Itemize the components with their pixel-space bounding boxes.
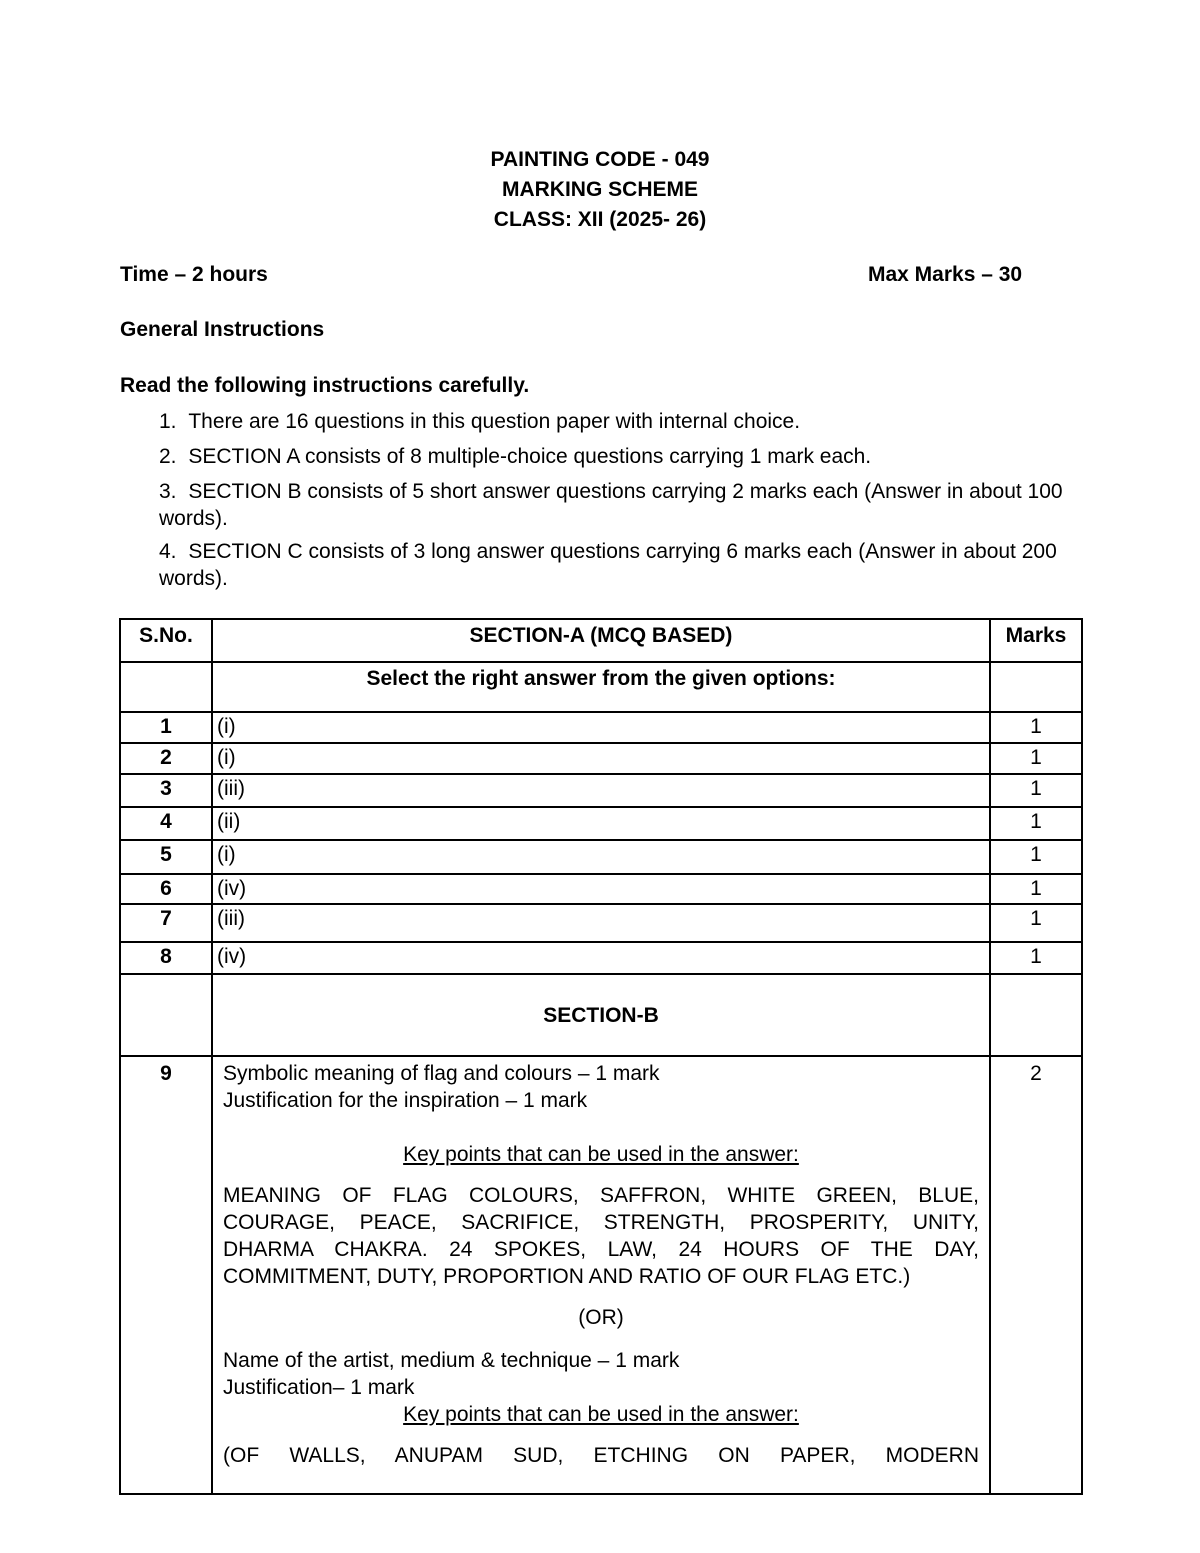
mcq-marks: 1 (990, 712, 1082, 743)
mcq-sno: 7 (120, 904, 212, 942)
q9-line3: Name of the artist, medium & technique – 1 mark (223, 1349, 680, 1372)
q9-marks: 2 (990, 1056, 1082, 1494)
mcq-answer: (ii) (212, 807, 990, 840)
table-row (120, 774, 1082, 807)
q9-key-text-2: (OF WALLS, ANUPAM SUD, ETCHING ON PAPER, MODERN (223, 1444, 979, 1467)
time-label: Time – 2 hours (120, 263, 268, 286)
general-instructions-heading: General Instructions (120, 318, 325, 341)
instruction-item (159, 445, 1080, 469)
mcq-answer: (i) (212, 840, 990, 874)
q9-sno: 9 (120, 1056, 212, 1494)
header-section-a: SECTION-A (MCQ BASED) (212, 619, 990, 662)
table-row (120, 807, 1082, 840)
instruction-number: 1. (159, 410, 177, 433)
instruction-item (159, 538, 1064, 592)
instruction-text: There are 16 questions in this question paper with internal choice. (188, 410, 801, 433)
read-instructions-heading: Read the following instructions carefully. (120, 374, 530, 397)
header-sno: S.No. (120, 619, 212, 662)
mcq-answer: (iv) (212, 874, 990, 904)
instruction-number: 2. (159, 445, 177, 468)
instruction-text: SECTION A consists of 8 multiple-choice questions carrying 1 mark each. (188, 445, 872, 468)
mcq-sno: 1 (120, 712, 212, 743)
mcq-sno: 8 (120, 942, 212, 974)
marking-table (119, 618, 1083, 1495)
section-b-row (120, 974, 1082, 1056)
paper-title: PAINTING CODE - 049 (490, 148, 710, 171)
instruction-item (159, 410, 1080, 434)
mcq-marks: 1 (990, 904, 1082, 942)
mcq-marks: 1 (990, 807, 1082, 840)
mcq-answer: (iii) (212, 774, 990, 807)
empty-cell (990, 974, 1082, 1056)
header-marks: Marks (990, 619, 1082, 662)
mcq-answer: (i) (212, 743, 990, 774)
table-header-row (120, 619, 1082, 662)
table-row (120, 874, 1082, 904)
select-prompt: Select the right answer from the given options: (212, 662, 990, 712)
q9-key-points-heading: Key points that can be used in the answer: (403, 1143, 799, 1166)
mcq-sno: 4 (120, 807, 212, 840)
mcq-sno: 5 (120, 840, 212, 874)
q9-line4: Justification– 1 mark (223, 1376, 415, 1399)
table-row (120, 743, 1082, 774)
empty-cell (120, 662, 212, 712)
mcq-marks: 1 (990, 942, 1082, 974)
table-row (120, 840, 1082, 874)
mcq-marks: 1 (990, 840, 1082, 874)
instruction-number: 3. (159, 480, 177, 503)
q9-content (212, 1056, 990, 1494)
table-row (120, 904, 1082, 942)
mcq-marks: 1 (990, 743, 1082, 774)
instruction-text: SECTION B consists of 5 short answer questions carrying 2 marks each (Answer in about 100 words). (159, 480, 1063, 530)
q9-key-points-heading-2: Key points that can be used in the answer: (403, 1403, 799, 1426)
mcq-marks: 1 (990, 874, 1082, 904)
instruction-number: 4. (159, 540, 177, 563)
table-row (120, 712, 1082, 743)
marking-scheme-title: MARKING SCHEME (501, 178, 698, 201)
mcq-sno: 3 (120, 774, 212, 807)
table-row (120, 942, 1082, 974)
q9-line2: Justification for the inspiration – 1 mark (223, 1089, 588, 1112)
empty-cell (990, 662, 1082, 712)
instruction-text: SECTION C consists of 3 long answer questions carrying 6 marks each (Answer in about 200 words). (159, 540, 1057, 590)
q9-or: (OR) (578, 1306, 624, 1329)
mcq-answer: (i) (212, 712, 990, 743)
mcq-answer: (iv) (212, 942, 990, 974)
mcq-sno: 6 (120, 874, 212, 904)
mcq-sno: 2 (120, 743, 212, 774)
q9-line1: Symbolic meaning of flag and colours – 1 mark (223, 1062, 660, 1085)
table-prompt-row (120, 662, 1082, 712)
q9-key-text: MEANING OF FLAG COLOURS, SAFFRON, WHITE GREEN, BLUE, COURAGE, PEACE, SACRIFICE, STRENGTH, PROSPERITY, UNITY, DHARMA CHAKRA. 24 SPOKES, LAW, 24 HOURS OF THE DAY, COMMITMENT, DUTY, PROPORTION AND RATIO OF OUR FLAG ETC.) (223, 1184, 979, 1288)
mcq-answer: (iii) (212, 904, 990, 942)
instruction-item (159, 478, 1064, 532)
question-9-row (120, 1056, 1082, 1494)
section-b-heading: SECTION-B (212, 974, 990, 1056)
max-marks-label: Max Marks – 30 (868, 263, 1023, 286)
empty-cell (120, 974, 212, 1056)
class-title: CLASS: XII (2025- 26) (493, 208, 707, 231)
mcq-marks: 1 (990, 774, 1082, 807)
